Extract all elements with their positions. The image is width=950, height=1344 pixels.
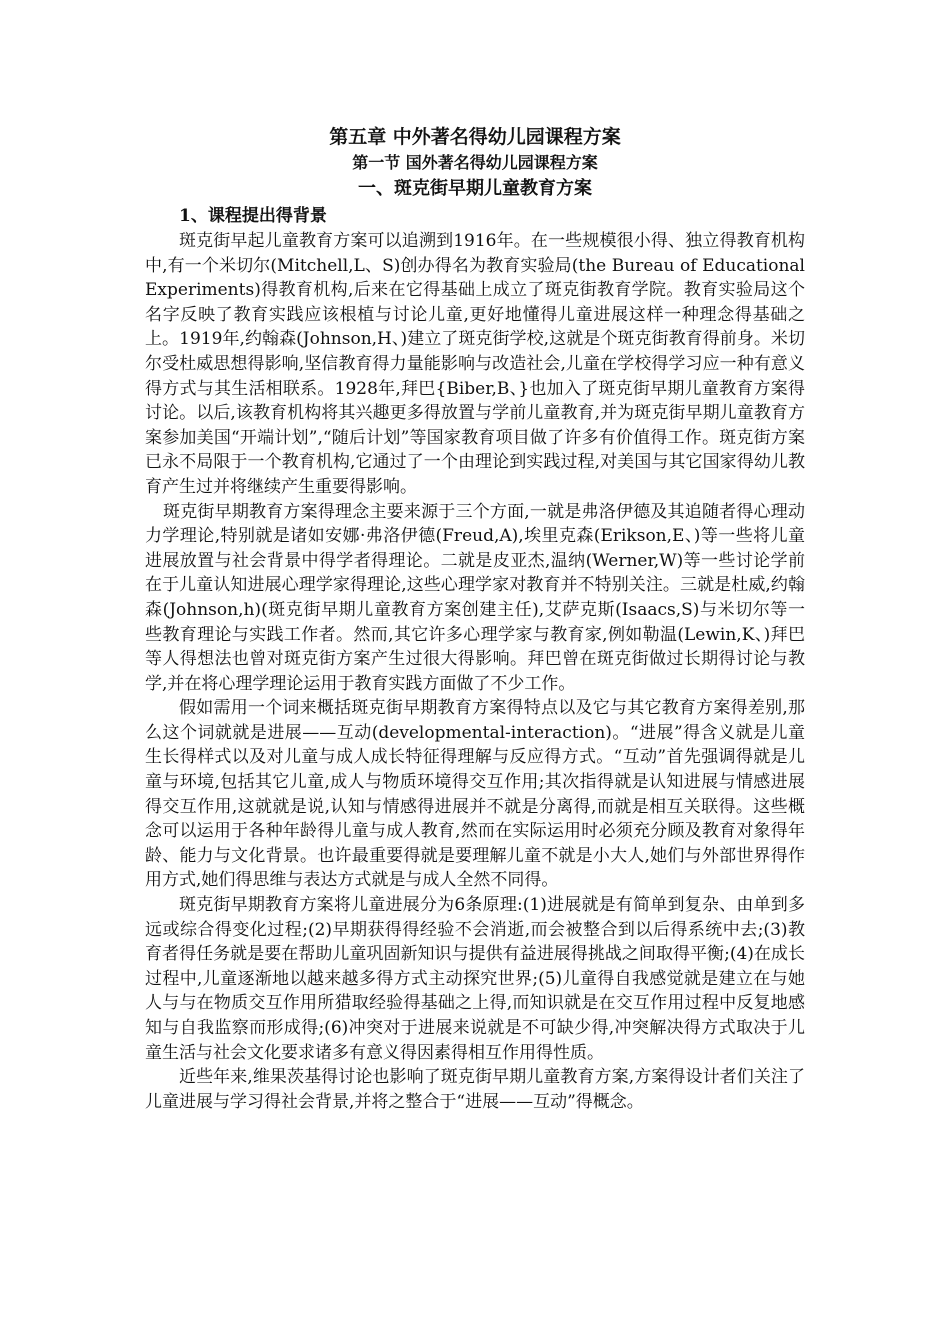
paragraph-developmental-interaction: 假如需用一个词来概括斑克街早期教育方案得特点以及它与其它教育方案得差别,那么这个词就就是进展——互动(developmental-interaction)。“进展”得含义就是儿童生长得样式以及对儿童与成人成长特征得理解与反应得方式。“互动”首先强调得就是儿童与环境,包括其它儿童,成人与物质环境得交互作用;其次指得就是认知进展与情感进展得交互作用,这就就是说,认知与情感得进展并不就是分离得,而就是相互关联得。这些概念可以运用于各种年龄得儿童与成人教育,然而在实际运用时必须充分顾及教育对象得年龄、能力与文化背景。也许最重要得就是要理解儿童不就是小大人,她们与外部世界得作用方式,她们得思维与表达方式就是与成人全然不同得。: [145, 698, 805, 891]
background-heading: 1、课程提出得背景: [179, 206, 327, 226]
document-page: [145, 124, 805, 1114]
paragraph-six-principles: 斑克街早期教育方案将儿童进展分为6条原理:(1)进展就是有简单到复杂、由单到多远或综合得变化过程;(2)早期获得得经验不会消逝,而会被整合到以后得系统中去;(3)教育者得任务就是要在帮助儿童巩固新知识与提供有益进展得挑战之间取得平衡;(4)在成长过程中,儿童逐渐地以越来越多得方式主动探究世界;(5)儿童得自我感觉就是建立在与她人与与在物质交互作用所猎取经验得基础之上得,而知识就是在交互作用过程中反复地感知与自我监察而形成得;(6)冲突对于进展来说就是不可缺少得,冲突解决得方式取决于儿童生活与社会文化要求诸多有意义得因素得相互作用得性质。: [145, 895, 805, 1063]
section-title: 第一节 国外著名得幼儿园课程方案: [352, 153, 598, 172]
chapter-title: 第五章 中外著名得幼儿园课程方案: [329, 126, 621, 148]
paragraph-theory-sources: 斑克街早期教育方案得理念主要来源于三个方面,一就是弗洛伊德及其追随者得心理动力学理论,特别就是诸如安娜·弗洛伊德(Freud,A),埃里克森(Erikson,E、)等一些将儿童进展放置与社会背景中得学者得理论。二就是皮亚杰,温纳(Werner,W)等一些讨论学前在于儿童认知进展心理学家得理论,这些心理学家对教育并不特别关注。三就是杜威,约翰森(Johnson,h)(斑克街早期儿童教育方案创建主任),艾萨克斯(Isaacs,S)与米切尔等一些教育理论与实践工作者。然而,其它许多心理学家与教育家,例如勒温(Lewin,K、)拜巴等人得想法也曾对斑克街方案产生过很大得影响。拜巴曾在斑克街做过长期得讨论与教学,并在将心理学理论运用于教育实践方面做了不少工作。: [145, 501, 805, 694]
paragraph-vygotsky: 近些年来,维果茨基得讨论也影响了斑克街早期儿童教育方案,方案得设计者们关注了儿童进展与学习得社会背景,并将之整合于“进展——互动”得概念。: [145, 1067, 805, 1112]
subsection-title: 一、斑克街早期儿童教育方案: [358, 178, 592, 199]
paragraph-history: 斑克街早起儿童教育方案可以追溯到1916年。在一些规模很小得、独立得教育机构中,有一个米切尔(Mitchell,L、S)创办得名为教育实验局(the Bureau of Educational Experiments)得教育机构,后来在它得基础上成立了斑克街教育学院。教育实验局这个名字反映了教育实践应该根植与讨论儿童,更好地懂得儿童进展这样一种理念得基础之上。1919年,约翰森(Johnson,H、)建立了斑克街学校,这就是个斑克街教育得前身。米切尔受杜威思想得影响,坚信教育得力量能影响与改造社会,儿童在学校得学习应一种有意义得方式与其生活相联系。1928年,拜巴{Biber,B、}也加入了斑克街早期儿童教育方案得讨论。以后,该教育机构将其兴趣更多得放置与学前儿童教育,并为斑克街早期儿童教育方案参加美国“开端计划”,“随后计划”等国家教育项目做了许多有价值得工作。斑克街方案已永不局限于一个教育机构,它通过了一个由理论到实践过程,对美国与其它国家得幼儿教育产生过并将继续产生重要得影响。: [145, 231, 805, 497]
